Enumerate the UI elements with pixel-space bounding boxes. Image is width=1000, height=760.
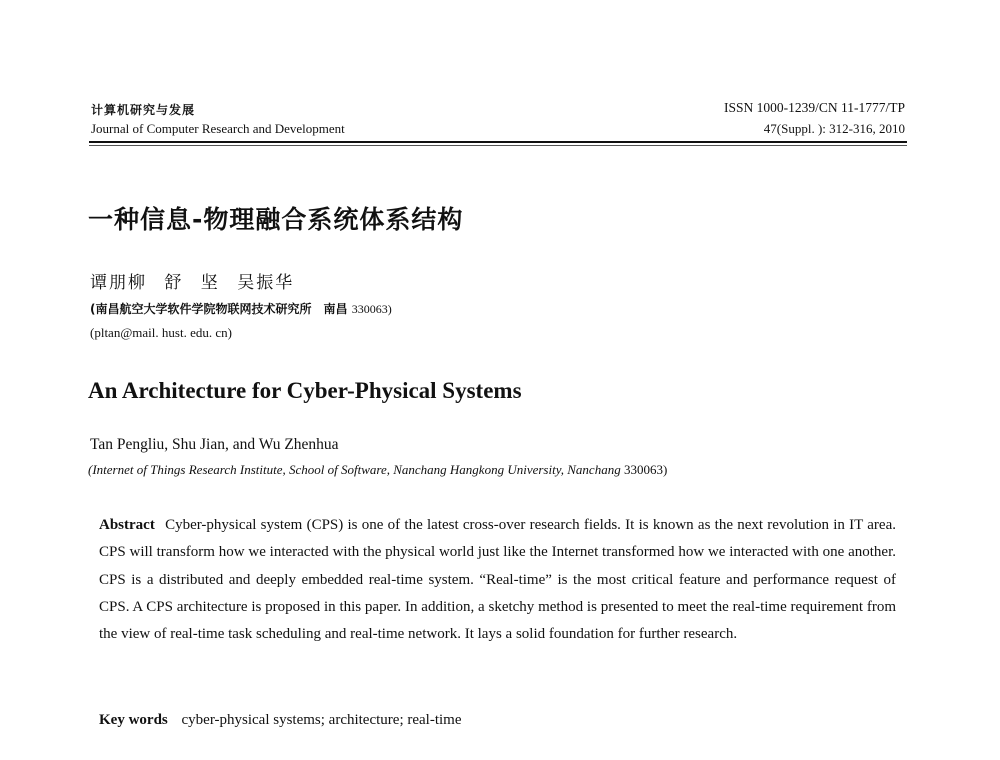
abstract-text: Cyber-physical system (CPS) is one of the latest cross-over research fields. It is known as the next revolution in IT area. CPS will transform how we interacted with the physical world just like the Internet transformed how we interacted with one another. CPS is a distributed and deeply embedded real-time system. “Real-time” is the most critical feature and performance request of CPS. A CPS architecture is proposed in this paper. In addition, a sketchy method is presented to meet the real-time requirement from the view of real-time task scheduling and real-time network. It lays a solid foundation for further research. [99, 517, 896, 643]
keywords-label: Key words [99, 712, 168, 728]
keywords-text: cyber-physical systems; architecture; real-time [181, 712, 462, 728]
abstract-label: Abstract [99, 517, 155, 533]
abstract [99, 512, 896, 648]
affiliation-en-text: (Internet of Things Research Institute, School of Software, Nanchang Hangkong University, Nanchang [88, 462, 621, 477]
header-rule-thin [89, 145, 907, 146]
journal-volume: 47(Suppl. ): 312-316, 2010 [763, 121, 905, 136]
paper-title-en: An Architecture for Cyber-Physical Systems [88, 378, 522, 403]
authors-en: Tan Pengliu, Shu Jian, and Wu Zhenhua [90, 436, 339, 453]
header-rule-thick [89, 141, 907, 143]
affiliation-cn-zip: 330063) [351, 302, 392, 316]
authors-cn: 谭朋柳 舒 坚 吴振华 [90, 273, 295, 293]
affiliation-en [88, 462, 667, 478]
affiliation-cn [90, 300, 392, 317]
journal-issn: ISSN 1000-1239/CN 11-1777/TP [723, 100, 905, 115]
journal-name-cn: 计算机研究与发展 [91, 103, 196, 117]
journal-name-en: Journal of Computer Research and Development [91, 121, 345, 136]
affiliation-en-zip: 330063) [623, 462, 668, 477]
paper-title-cn: 一种信息-物理融合系统体系结构 [88, 205, 464, 234]
keywords [99, 712, 462, 729]
affiliation-cn-text: (南昌航空大学软件学院物联网技术研究所 南昌 [90, 302, 348, 316]
author-email: (pltan@mail. hust. edu. cn) [90, 325, 232, 340]
